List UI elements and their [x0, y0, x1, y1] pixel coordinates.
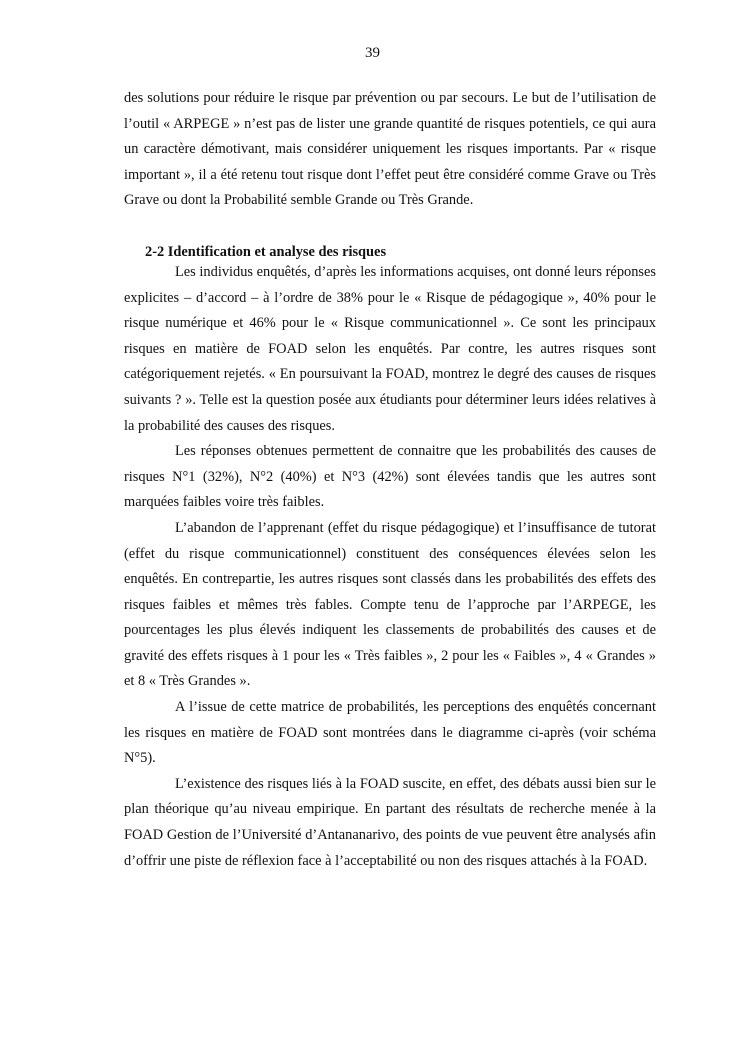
body-paragraph-3: L’abandon de l’apprenant (effet du risque pédagogique) et l’insuffisance de tutorat (effet du risque communicationnel) constituent des conséquences élevées selon les enquêtés. En contrepartie, les autres risques sont classés dans les probabilités des effets des risques faibles et mêmes très fables. Compte tenu de l’approche par l’ARPEGE, les pourcentages les plus élevés indiquent les classements de probabilités des causes et de gravité des effets risques à 1 pour les « Très faibles », 2 pour les « Faibles », 4 « Grandes » et 8 « Très Grandes ». — [124, 519, 656, 690]
body-paragraph-2: Les réponses obtenues permettent de connaitre que les probabilités des causes de risques N°1 (32%), N°2 (40%) et N°3 (42%) sont élevées tandis que les autres sont marquées faibles voire très faibles. — [124, 443, 656, 511]
body-paragraph-1: Les individus enquêtés, d’après les informations acquises, ont donné leurs réponses explicites – d’accord – à l’ordre de 38% pour le « Risque de pédagogique », 40% pour le risque numérique et 46% pour le « Risque communicationnel ». Ce sont les principaux risques en matière de FOAD selon les enquêtés. Par contre, les autres risques sont catégoriquement rejetés. « En poursuivant la FOAD, montrez le degré des causes de risques suivants ? ». Telle est la question posée aux étudiants pour déterminer leurs idées relatives à la probabilité des causes des risques. — [124, 263, 656, 434]
page-number: 39 — [365, 45, 380, 61]
intro-paragraph: des solutions pour réduire le risque par prévention ou par secours. Le but de l’utilisation de l’outil « ARPEGE » n’est pas de lister une grande quantité de risques potentiels, ce qui aura un caractère démotivant, mais considérer uniquement les risques importants. Par « risque important », il a été retenu tout risque dont l’effet peut être considéré comme Grave ou Très Grave ou dont la Probabilité semble Grande ou Très Grande. — [124, 90, 656, 209]
document-body — [124, 86, 656, 874]
body-paragraph-4: A l’issue de cette matrice de probabilités, les perceptions des enquêtés concernant les risques en matière de FOAD sont montrées dans le diagramme ci-après (voir schéma N°5). — [124, 699, 656, 767]
section-heading: 2-2 Identification et analyse des risques — [145, 243, 387, 260]
body-paragraph-5: L’existence des risques liés à la FOAD suscite, en effet, des débats aussi bien sur le plan théorique qu’au niveau empirique. En partant des résultats de recherche menée à la FOAD Gestion de l’Université d’Antananarivo, des points de vue peuvent être analysés afin d’offrir une piste de réflexion face à l’acceptabilité ou non des risques attachés à la FOAD. — [124, 775, 656, 869]
